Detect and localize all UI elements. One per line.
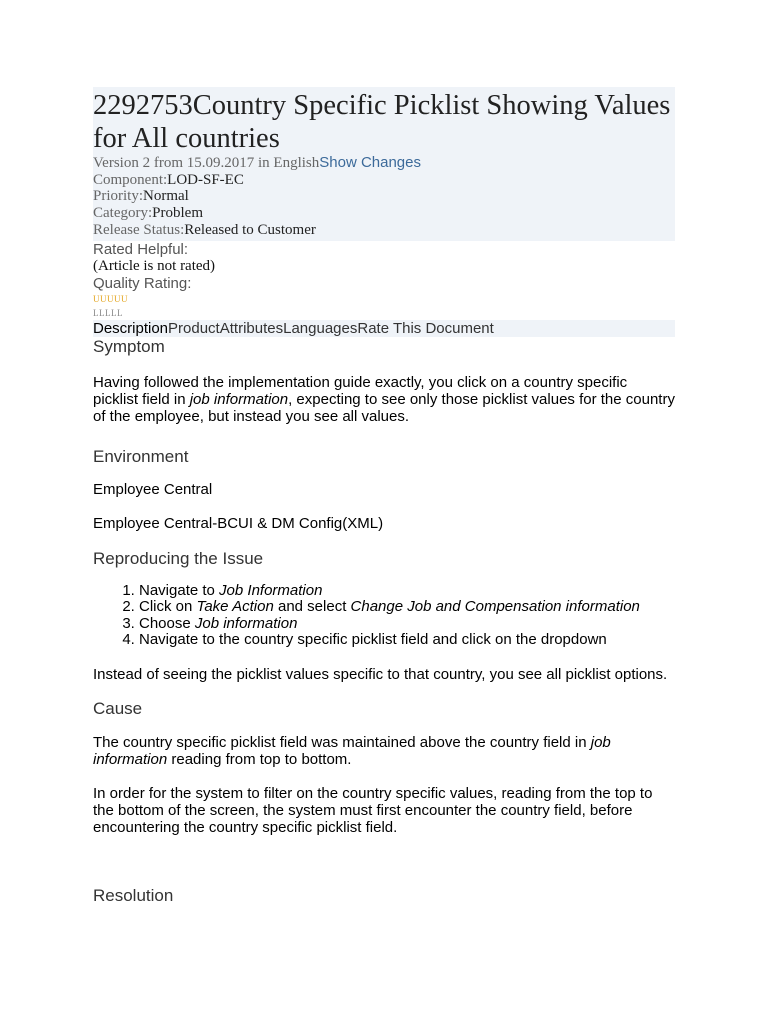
step-emphasis: Job Information <box>219 581 323 599</box>
cause-text-2: In order for the system to filter on the country specific values, reading from the top to the bottom of the screen, the system must first encounter the country field, before encountering the country specific picklist field. <box>93 784 653 836</box>
tab-languages[interactable]: Languages <box>283 319 358 337</box>
cause-heading: Cause <box>93 698 143 718</box>
component-label: Component: <box>93 171 168 188</box>
step-text: Click on <box>139 598 197 616</box>
tab-rate-this-document[interactable]: Rate This Document <box>357 319 494 337</box>
reproduce-steps-list <box>93 583 675 649</box>
tab-description[interactable]: Description <box>93 319 169 337</box>
star-rating-icons[interactable]: UUUUU <box>93 293 128 304</box>
rating-block <box>93 241 675 320</box>
show-changes-link[interactable]: Show Changes <box>319 154 421 171</box>
symptom-text-emphasis: job information <box>189 390 289 408</box>
step-text: Navigate to <box>139 581 220 599</box>
article-title: Country Specific Picklist Showing Values for All countries <box>93 90 671 154</box>
release-status-value: Released to Customer <box>184 221 316 238</box>
list-item <box>139 616 675 633</box>
component-value: LOD-SF-EC <box>167 171 244 188</box>
cause-text-1 <box>93 734 675 768</box>
list-item <box>139 599 675 616</box>
environment-heading: Environment <box>93 446 189 466</box>
tab-bar <box>93 320 675 337</box>
component-line <box>93 172 675 189</box>
quality-rating-label: Quality Rating: <box>93 274 192 292</box>
category-value: Problem <box>152 205 203 222</box>
release-status-label: Release Status: <box>93 221 185 238</box>
article-page <box>93 87 675 906</box>
version-text: Version 2 from 15.09.2017 in English <box>93 155 320 171</box>
release-status-line <box>93 222 675 239</box>
priority-value: Normal <box>143 188 189 205</box>
symptom-text-part1: Having followed the implementation guide exactly, you click on a country specific picklist field in <box>93 373 628 408</box>
star-rating-icons-secondary: LLLLL <box>93 307 123 318</box>
cause-text-part2: reading from top to bottom. <box>167 750 352 768</box>
priority-line <box>93 188 675 205</box>
step-text: and select <box>273 598 351 616</box>
step-text: Choose <box>139 614 195 632</box>
environment-line-1: Employee Central <box>93 480 213 498</box>
tab-product[interactable]: Product <box>168 319 220 337</box>
category-line <box>93 205 675 222</box>
category-label: Category: <box>93 205 153 222</box>
list-item <box>139 583 675 600</box>
article-number: 2292753 <box>93 90 193 121</box>
article-header <box>93 87 675 241</box>
reproducing-result-text: Instead of seeing the picklist values specific to that country, you see all picklist options. <box>93 665 668 683</box>
list-item: 4. Navigate to the country specific picklist field and click on the dropdown <box>139 632 675 649</box>
resolution-heading: Resolution <box>93 885 174 905</box>
step-emphasis: Job information <box>194 614 298 632</box>
rated-helpful-value: (Article is not rated) <box>93 257 216 274</box>
rated-helpful-label: Rated Helpful: <box>93 240 189 258</box>
version-line <box>93 155 675 172</box>
cause-text-part1: The country specific picklist field was maintained above the country field in <box>93 733 591 751</box>
symptom-heading: Symptom <box>93 336 165 356</box>
page-title <box>93 87 675 155</box>
reproducing-heading: Reproducing the Issue <box>93 548 264 568</box>
step-emphasis: Change Job and Compensation information <box>350 598 640 616</box>
priority-label: Priority: <box>93 188 144 205</box>
cause-text-emphasis: job information <box>93 733 611 768</box>
environment-line-2: Employee Central-BCUI & DM Config(XML) <box>93 514 384 532</box>
step-emphasis: Take Action <box>196 598 274 616</box>
tab-attributes[interactable]: Attributes <box>219 319 284 337</box>
symptom-text-part2: , expecting to see only those picklist values for the country of the employee, but instead you see all values. <box>93 390 675 425</box>
symptom-text <box>93 374 675 425</box>
